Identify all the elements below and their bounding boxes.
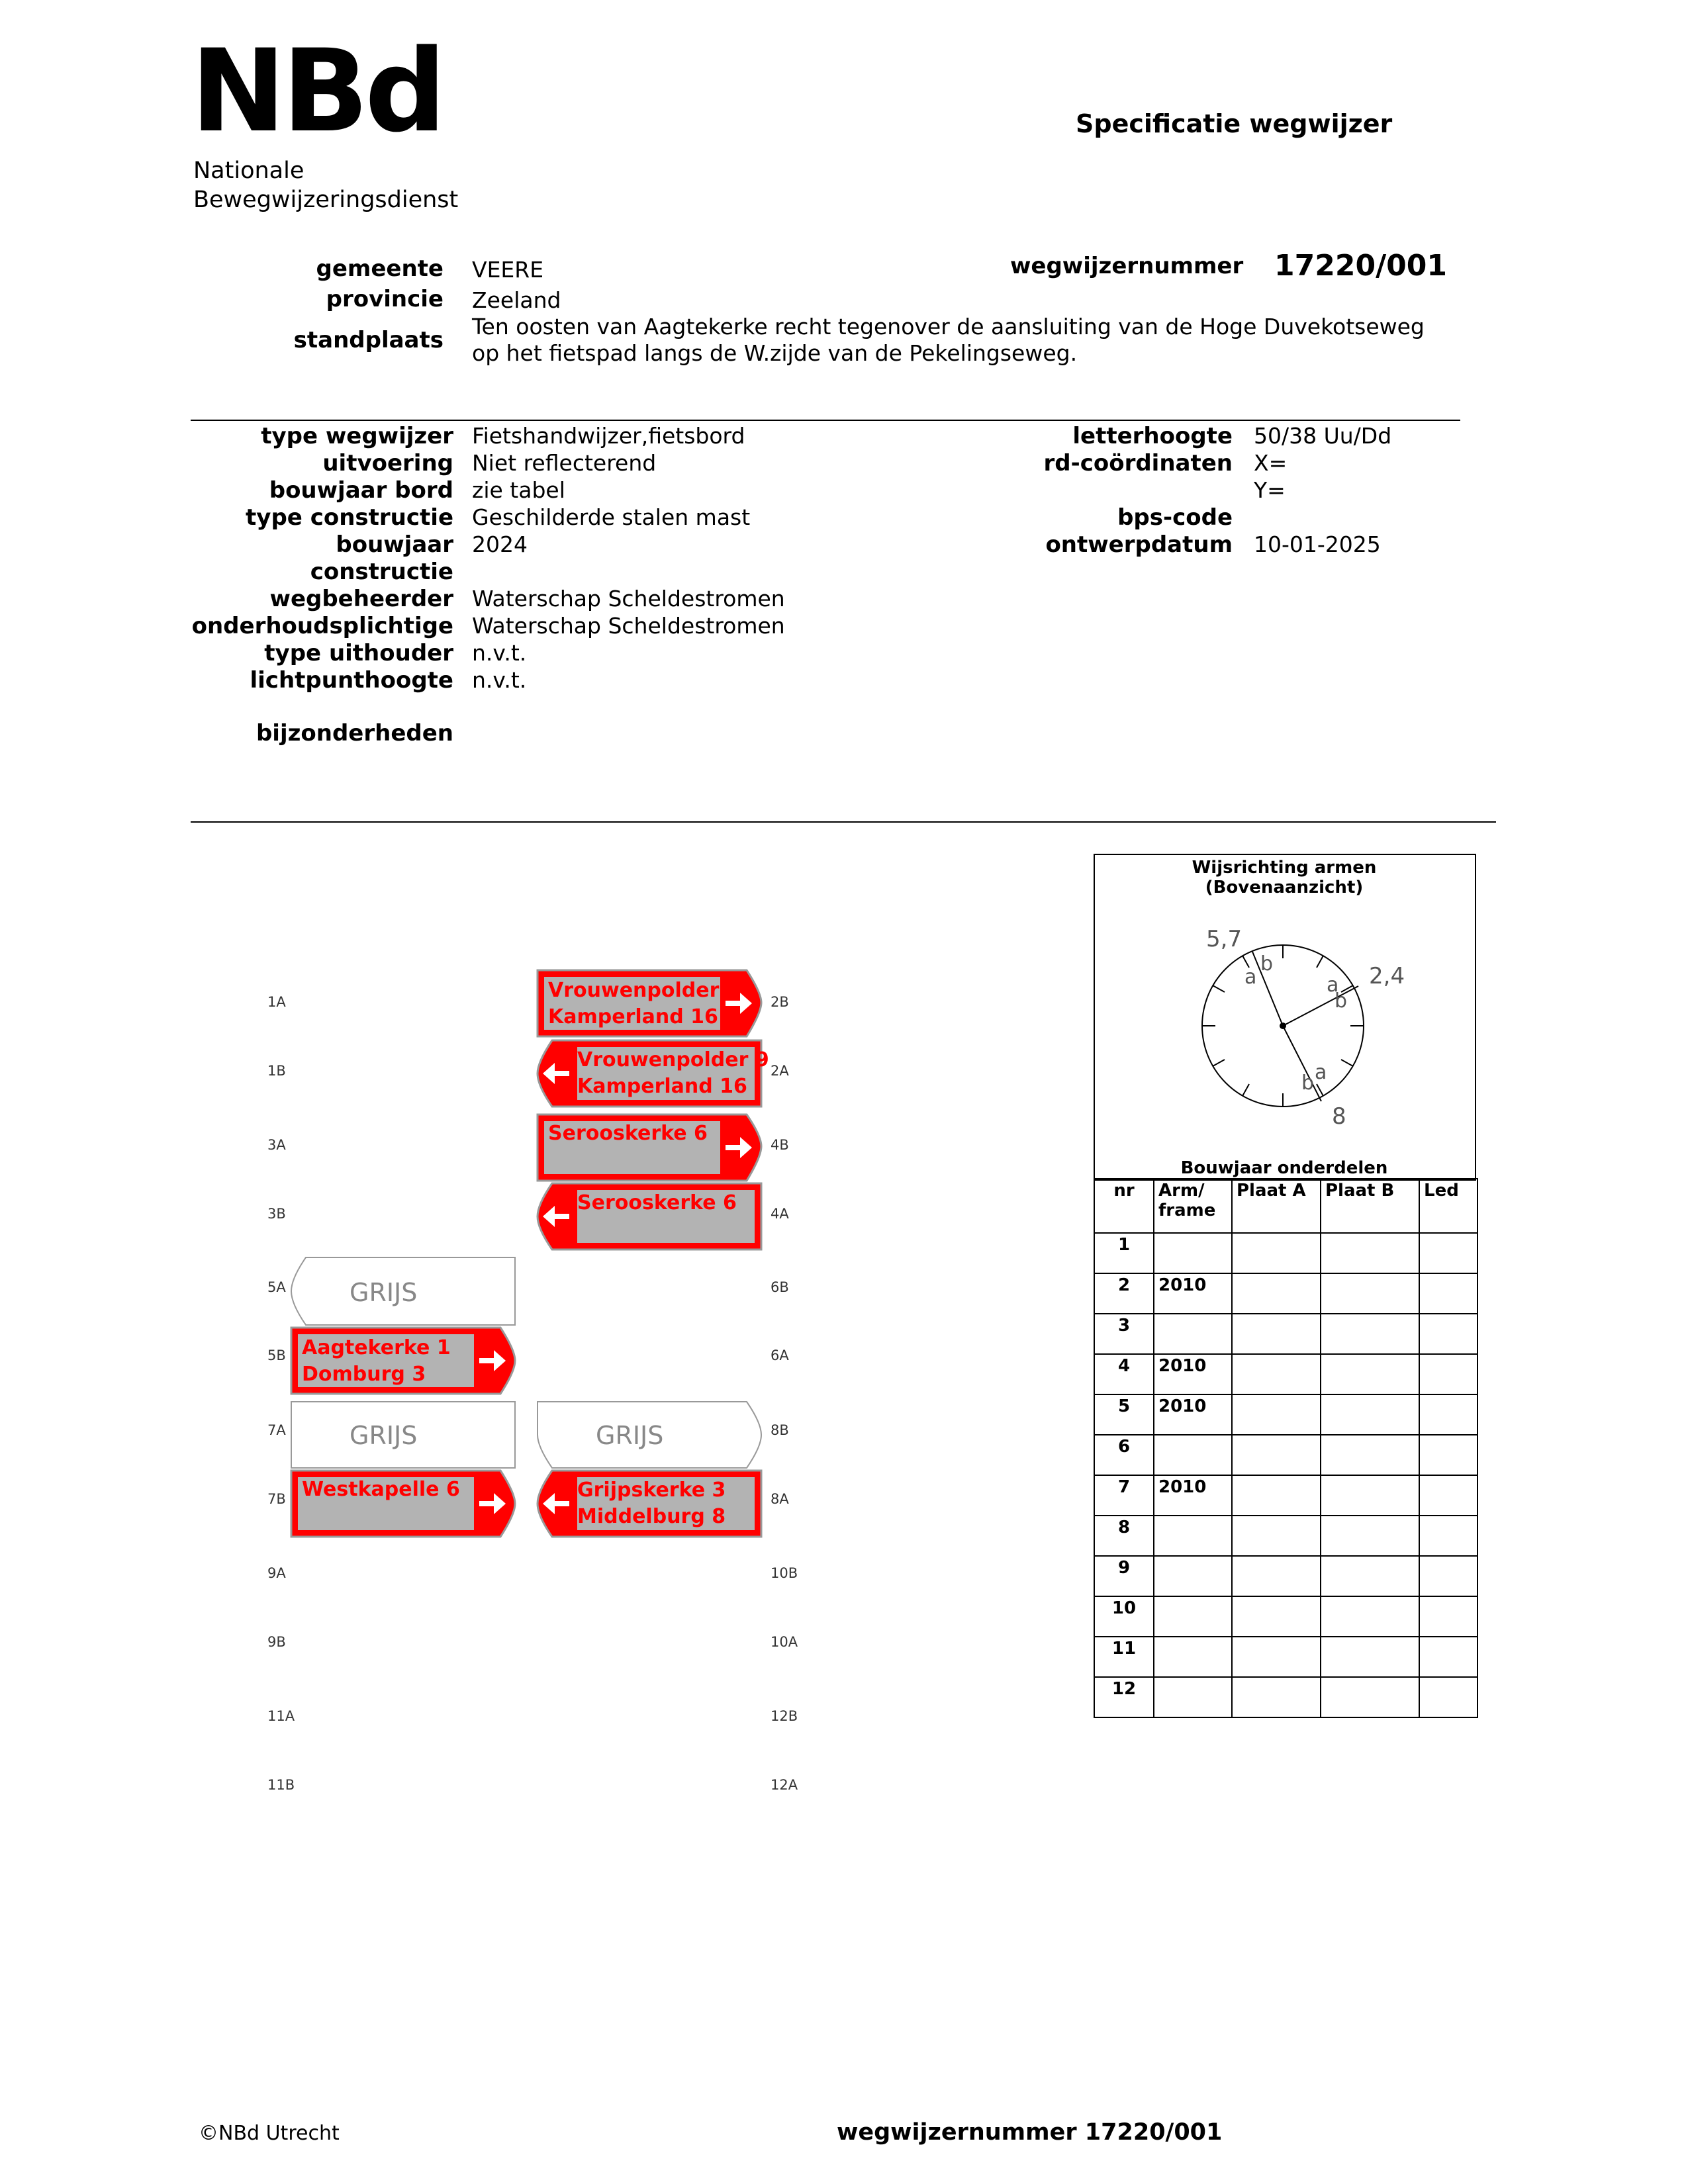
cell-nr: 7	[1094, 1475, 1154, 1516]
onderhoudsplichtige-label: onderhoudsplichtige	[191, 613, 453, 639]
bps-code-label: bps-code	[1117, 504, 1233, 531]
sign-8a-line1: Grijpskerke 3	[577, 1479, 726, 1502]
sign-8b-text: GRIJS	[596, 1421, 664, 1450]
sign-4b	[538, 1115, 761, 1181]
cell-arm	[1154, 1637, 1232, 1677]
org-name-line2: Bewegwijzeringsdienst	[193, 187, 459, 213]
table-row	[1094, 1475, 1477, 1516]
lichtpunthoogte-label: lichtpunthoogte	[250, 667, 453, 694]
sign-5b-line2: Domburg 3	[302, 1363, 426, 1386]
cell-arm	[1154, 1516, 1232, 1556]
sign-2b-line1: Vrouwenpolder 9	[548, 979, 740, 1002]
standplaats-line2: op het fietspad langs de W.zijde van de Pekelingseweg.	[472, 340, 1078, 366]
sign-2b-line2: Kamperland 16	[548, 1005, 718, 1028]
sign-8a	[538, 1471, 761, 1537]
compass-label-24: 2,4	[1369, 963, 1405, 989]
table-row	[1094, 1556, 1477, 1596]
cell-arm: 2010	[1154, 1394, 1232, 1435]
parts-table	[1094, 1178, 1478, 1718]
table-row	[1094, 1354, 1477, 1394]
th-plaat-a: Plaat A	[1232, 1179, 1321, 1233]
table-row	[1094, 1394, 1477, 1435]
parts-table-title: Bouwjaar onderdelen	[1180, 1158, 1388, 1178]
org-name-line1: Nationale	[193, 158, 305, 184]
table-row	[1094, 1314, 1477, 1354]
uitvoering-value: Niet reflecterend	[472, 450, 657, 476]
th-arm-frame: Arm/ frame	[1154, 1179, 1232, 1233]
sign-4a	[538, 1183, 761, 1250]
sign-8b	[538, 1402, 761, 1468]
provincie-value: Zeeland	[472, 287, 561, 313]
letterhoogte-value: 50/38 Uu/Dd	[1254, 423, 1392, 449]
document-title: Specificatie wegwijzer	[1076, 109, 1393, 138]
rd-y-value: Y=	[1254, 477, 1286, 503]
ontwerpdatum-label: ontwerpdatum	[1045, 531, 1233, 558]
type-constructie-value: Geschilderde stalen mast	[472, 504, 751, 530]
slot-8a: 8A	[771, 1491, 789, 1507]
slot-8b: 8B	[771, 1422, 789, 1438]
slot-9b: 9B	[267, 1634, 286, 1650]
slot-12a: 12A	[771, 1777, 798, 1793]
sign-7b-line1: Westkapelle 6	[302, 1478, 460, 1501]
slot-5a: 5A	[267, 1279, 286, 1295]
sign-2a-line1: Vrouwenpolder 9	[577, 1048, 769, 1071]
lichtpunthoogte-value: n.v.t.	[472, 667, 527, 693]
cell-nr: 11	[1094, 1637, 1154, 1677]
footer-copyright: ©NBd Utrecht	[199, 2122, 340, 2145]
cell-arm: 2010	[1154, 1475, 1232, 1516]
sign-4a-line1: Serooskerke 6	[577, 1191, 737, 1214]
table-row	[1094, 1233, 1477, 1273]
sign-2a-line2: Kamperland 16	[577, 1075, 747, 1098]
slot-3a: 3A	[267, 1137, 286, 1153]
ontwerpdatum-value: 10-01-2025	[1254, 531, 1381, 557]
compass-arm-a-3: a	[1315, 1061, 1327, 1084]
cell-nr: 2	[1094, 1273, 1154, 1314]
slot-11a: 11A	[267, 1708, 295, 1724]
cell-arm	[1154, 1314, 1232, 1354]
type-constructie-label: type constructie	[246, 504, 453, 531]
sign-7a	[291, 1402, 515, 1468]
type-wegwijzer-label: type wegwijzer	[261, 423, 453, 449]
slot-4b: 4B	[771, 1137, 789, 1153]
compass-title-line1: Wijsrichting armen	[1192, 858, 1377, 878]
sign-2a	[538, 1040, 769, 1107]
onderhoudsplichtige-value: Waterschap Scheldestromen	[472, 613, 785, 639]
bijzonderheden-label: bijzonderheden	[256, 720, 453, 747]
slot-9a: 9A	[267, 1565, 286, 1581]
bouwjaar-constructie-value: 2024	[472, 531, 528, 557]
cell-nr: 5	[1094, 1394, 1154, 1435]
wegbeheerder-label: wegbeheerder	[269, 586, 453, 612]
th-nr: nr	[1094, 1179, 1154, 1233]
slot-6a: 6A	[771, 1347, 789, 1363]
compass-arm-b-1: b	[1260, 952, 1274, 976]
table-row	[1094, 1516, 1477, 1556]
footer-wegwijzernummer: wegwijzernummer 17220/001	[837, 2119, 1223, 2146]
slot-1a: 1A	[267, 994, 286, 1010]
slot-2b: 2B	[771, 994, 789, 1010]
bouwjaar-bord-value: zie tabel	[472, 477, 565, 503]
compass-arm-b-2: b	[1335, 989, 1348, 1013]
compass-arm-b-3: b	[1301, 1071, 1315, 1095]
cell-arm: 2010	[1154, 1354, 1232, 1394]
cell-arm	[1154, 1435, 1232, 1475]
th-plaat-b: Plaat B	[1321, 1179, 1419, 1233]
cell-nr: 3	[1094, 1314, 1154, 1354]
table-row	[1094, 1677, 1477, 1717]
slot-5b: 5B	[267, 1347, 286, 1363]
cell-nr: 6	[1094, 1435, 1154, 1475]
wegbeheerder-value: Waterschap Scheldestromen	[472, 586, 785, 612]
standplaats-label: standplaats	[293, 327, 444, 353]
rd-coordinaten-label: rd-coördinaten	[1043, 450, 1233, 477]
table-row	[1094, 1435, 1477, 1475]
sign-2b	[538, 970, 761, 1036]
type-uithouder-value: n.v.t.	[472, 640, 527, 666]
slot-1b: 1B	[267, 1063, 286, 1079]
letterhoogte-label: letterhoogte	[1072, 423, 1233, 449]
slot-3b: 3B	[267, 1206, 286, 1222]
compass-diagram	[1094, 854, 1475, 1178]
wegwijzernummer-label: wegwijzernummer	[1010, 253, 1244, 279]
sign-5b-line1: Aagtekerke 1	[302, 1336, 451, 1359]
bouwjaar-bord-label: bouwjaar bord	[269, 477, 453, 504]
slot-12b: 12B	[771, 1708, 798, 1724]
sign-5a	[291, 1257, 515, 1325]
compass-title-line2: (Bovenaanzicht)	[1205, 878, 1364, 897]
cell-nr: 8	[1094, 1516, 1154, 1556]
table-row	[1094, 1596, 1477, 1637]
sign-5b	[291, 1328, 515, 1394]
sign-7a-text: GRIJS	[350, 1421, 418, 1450]
uitvoering-label: uitvoering	[322, 450, 453, 477]
slot-10b: 10B	[771, 1565, 798, 1581]
cell-arm	[1154, 1233, 1232, 1273]
slot-2a: 2A	[771, 1063, 789, 1079]
slot-11b: 11B	[267, 1777, 295, 1793]
rd-x-value: X=	[1254, 450, 1288, 476]
compass-arm-a-2: a	[1327, 974, 1339, 997]
sign-5a-text: GRIJS	[350, 1278, 418, 1307]
table-row	[1094, 1637, 1477, 1677]
cell-arm	[1154, 1596, 1232, 1637]
slot-7a: 7A	[267, 1422, 286, 1438]
gemeente-label: gemeente	[316, 255, 444, 282]
sign-4b-line1: Serooskerke 6	[548, 1122, 708, 1145]
provincie-label: provincie	[326, 286, 444, 312]
nbd-logo: NBd	[191, 24, 443, 158]
cell-arm: 2010	[1154, 1273, 1232, 1314]
compass-label-8: 8	[1332, 1103, 1346, 1130]
cell-nr: 9	[1094, 1556, 1154, 1596]
cell-arm	[1154, 1556, 1232, 1596]
sign-8a-line2: Middelburg 8	[577, 1505, 726, 1528]
slot-4a: 4A	[771, 1206, 789, 1222]
standplaats-line1: Ten oosten van Aagtekerke recht tegenover de aansluiting van de Hoge Duvekotseweg	[472, 314, 1425, 340]
table-row	[1094, 1273, 1477, 1314]
wegwijzernummer-value: 17220/001	[1274, 249, 1447, 283]
slot-10a: 10A	[771, 1634, 798, 1650]
gemeente-value: VEERE	[472, 257, 544, 283]
cell-nr: 10	[1094, 1596, 1154, 1637]
compass-label-57: 5,7	[1206, 926, 1243, 952]
cell-nr: 1	[1094, 1233, 1154, 1273]
type-wegwijzer-value: Fietshandwijzer,fietsbord	[472, 423, 745, 449]
cell-nr: 4	[1094, 1354, 1154, 1394]
cell-arm	[1154, 1677, 1232, 1717]
compass-arm-a-1: a	[1244, 966, 1257, 989]
th-led: Led	[1419, 1179, 1477, 1233]
constructie-label: constructie	[310, 559, 453, 585]
cell-nr: 12	[1094, 1677, 1154, 1717]
slot-6b: 6B	[771, 1279, 789, 1295]
type-uithouder-label: type uithouder	[264, 640, 453, 666]
slot-7b: 7B	[267, 1491, 286, 1507]
sign-7b	[291, 1471, 515, 1537]
bouwjaar-label: bouwjaar	[336, 531, 453, 558]
